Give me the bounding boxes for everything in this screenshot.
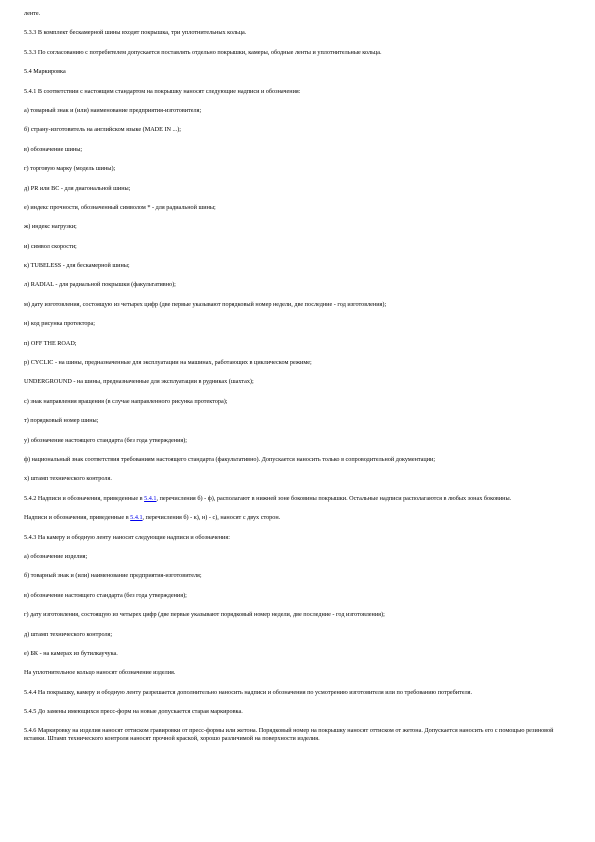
paragraph bbox=[24, 340, 572, 348]
section-link[interactable]: 5.4.1 bbox=[144, 494, 157, 502]
paragraph-text: б) товарный знак и (или) наименование предприятия-изготовителя; bbox=[24, 572, 202, 580]
paragraph-text: б) страну-изготовитель на английском языке (MADE IN ...); bbox=[24, 126, 181, 134]
paragraph-text: у) обозначение настоящего стандарта (без года утверждения); bbox=[24, 436, 188, 444]
paragraph bbox=[24, 126, 572, 134]
paragraph-text: 5.3.3 В комплект бескамерной шины входят покрышка, три уплотнительных кольца. bbox=[24, 29, 247, 37]
paragraph-text: г) дату изготовления, состоящую из четырех цифр (две первые указывают порядковый номер недели, две последние - год изготовления); bbox=[24, 611, 385, 619]
paragraph bbox=[24, 262, 572, 270]
paragraph-text: п) OFF THE ROAD; bbox=[24, 339, 77, 347]
paragraph bbox=[24, 611, 572, 619]
paragraph-text: т) порядковый номер шины; bbox=[24, 417, 99, 425]
section-link[interactable]: 5.4.1 bbox=[130, 514, 143, 522]
paragraph bbox=[24, 146, 572, 154]
paragraph-text: и) символ скорости; bbox=[24, 242, 77, 250]
paragraph bbox=[24, 398, 572, 406]
paragraph-text: На уплотнительное кольцо наносят обозначение изделия. bbox=[24, 669, 176, 677]
paragraph-text: 5.4.1 В соответствии с настоящим стандартом на покрышку наносят следующие надписи и обозначения: bbox=[24, 87, 301, 95]
paragraph bbox=[24, 650, 572, 658]
document-body bbox=[24, 10, 572, 755]
paragraph-text: 5.4.3 На камеру и ободную ленту наносят следующие надписи и обозначения: bbox=[24, 533, 230, 541]
paragraph bbox=[24, 320, 572, 328]
paragraph-text: е) индекс прочности, обозначенный символом * - для радиальной шины; bbox=[24, 203, 216, 211]
paragraph-text: к) TUBELESS - для бескамерной шины; bbox=[24, 262, 130, 270]
paragraph bbox=[24, 243, 572, 251]
paragraph-text: 5.4.2 Надписи и обозначения, приведенные в bbox=[24, 494, 145, 502]
paragraph bbox=[24, 495, 572, 503]
paragraph-text: р) CYCLIC - на шины, предназначенные для эксплуатации на машинах, работающих в циклическом режиме; bbox=[24, 359, 312, 367]
paragraph-text: 5.3.3 По согласованию с потребителем допускается поставлять отдельно покрышки, камеры, ободные ленты и уплотнительные кольца. bbox=[24, 48, 382, 56]
paragraph-text: 5.4.4 На покрышку, камеру и ободную ленту разрешается дополнительно наносить надписи и обозначения по усмотрению изготовителя или по требованию потребителя. bbox=[24, 688, 473, 696]
paragraph-text: а) обозначение изделия; bbox=[24, 552, 88, 560]
paragraph-text: , перечисления б) - к), н) - с), наносят с двух сторон. bbox=[142, 514, 281, 522]
paragraph bbox=[24, 689, 572, 697]
paragraph bbox=[24, 572, 572, 580]
paragraph-text: в) обозначение шины; bbox=[24, 145, 83, 153]
paragraph-text: ж) индекс нагрузки; bbox=[24, 223, 77, 231]
paragraph bbox=[24, 223, 572, 231]
paragraph-text: г) торговую марку (модель шины); bbox=[24, 165, 116, 173]
paragraph bbox=[24, 437, 572, 445]
paragraph bbox=[24, 708, 572, 716]
paragraph-text: д) PR или ВС - для диагональной шины; bbox=[24, 184, 131, 192]
paragraph bbox=[24, 49, 572, 57]
paragraph-text: Надписи и обозначения, приведенные в bbox=[24, 514, 131, 522]
paragraph bbox=[24, 165, 572, 173]
paragraph bbox=[24, 88, 572, 96]
paragraph-text: д) штамп технического контроля; bbox=[24, 630, 113, 638]
paragraph bbox=[24, 631, 572, 639]
paragraph bbox=[24, 475, 572, 483]
paragraph bbox=[24, 417, 572, 425]
paragraph bbox=[24, 514, 572, 522]
paragraph bbox=[24, 10, 572, 18]
paragraph-text: в) обозначение настоящего стандарта (без года утверждения); bbox=[24, 591, 187, 599]
paragraph-text: л) RADIAL - для радиальной покрышки (факультативно); bbox=[24, 281, 176, 289]
paragraph-text: х) штамп технического контроля. bbox=[24, 475, 112, 483]
paragraph-text: ф) национальный знак соответствия требованиям настоящего стандарта (факультативно). Допускается наносить только в сопроводительной документации; bbox=[24, 455, 436, 463]
paragraph-text: м) дату изготовления, состоящую из четырех цифр (две первые указывают порядковый номер недели, две последние - год изготовления); bbox=[24, 300, 387, 308]
paragraph bbox=[24, 281, 572, 289]
paragraph-text: е) БК - на камерах из бутилкаучука. bbox=[24, 649, 118, 657]
paragraph-text: ленте. bbox=[24, 10, 41, 17]
paragraph bbox=[24, 592, 572, 600]
paragraph-text: UNDERGROUND - на шины, предназначенные для эксплуатации в рудниках (шахтах); bbox=[24, 378, 254, 386]
paragraph bbox=[24, 378, 572, 386]
paragraph bbox=[24, 727, 572, 743]
paragraph bbox=[24, 669, 572, 677]
paragraph bbox=[24, 301, 572, 309]
paragraph bbox=[24, 185, 572, 193]
paragraph bbox=[24, 204, 572, 212]
paragraph bbox=[24, 456, 572, 464]
paragraph bbox=[24, 107, 572, 115]
paragraph-text: с) знак направления вращения (в случае направленного рисунка протектора); bbox=[24, 397, 228, 405]
paragraph-text: 5.4 Маркировка bbox=[24, 68, 66, 76]
paragraph bbox=[24, 359, 572, 367]
paragraph bbox=[24, 68, 572, 76]
paragraph bbox=[24, 29, 572, 37]
paragraph bbox=[24, 553, 572, 561]
paragraph-text: а) товарный знак и (или) наименование предприятия-изготовителя; bbox=[24, 106, 202, 114]
paragraph-text: 5.4.6 Маркировку на изделия наносят оттиском гравировки от пресс-формы или жетона. Порядковый номер на покрышку наносят оттиском от жетона. Допускается наносить его с помощью резиновой вставки. Штамп технического контроля наносят прочной краской, хорошо различимой на поверхности изделия. bbox=[24, 727, 554, 743]
paragraph-text: н) код рисунка протектора; bbox=[24, 320, 95, 328]
paragraph-text: 5.4.5 До замены имеющихся пресс-форм на новые допускается старая маркировка. bbox=[24, 708, 243, 716]
paragraph bbox=[24, 534, 572, 542]
paragraph-text: , перечисления б) - ф), располагают в нижней зоне боковины покрышки. Остальные надписи располагаются в любых зонах боковины. bbox=[156, 494, 512, 502]
